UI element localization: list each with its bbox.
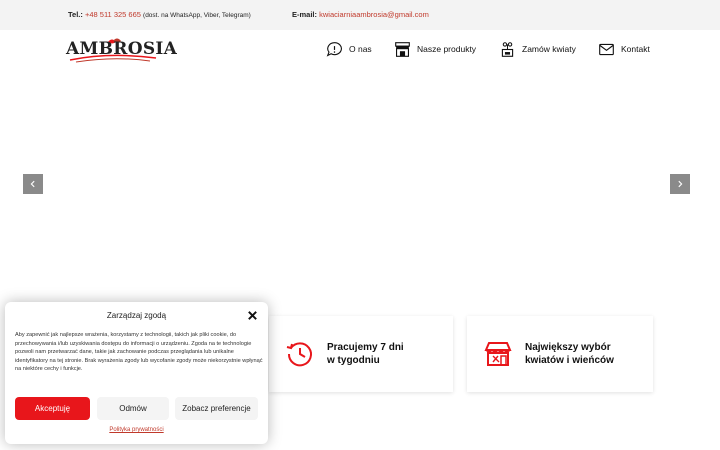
slider-prev-button[interactable] — [23, 174, 43, 194]
deny-button[interactable]: Odmów — [97, 397, 169, 420]
feature-line2: w tygodniu — [327, 355, 380, 366]
chevron-right-icon — [676, 180, 684, 188]
hero-slider — [0, 70, 720, 310]
envelope-icon — [598, 41, 615, 58]
store-icon — [483, 339, 513, 369]
phone-label: Tel.: — [68, 10, 83, 19]
logo-text: AMBROSIA — [66, 39, 178, 59]
shop-icon — [394, 41, 411, 58]
nav-label-o-nas: O nas — [349, 44, 372, 54]
top-contact-bar — [0, 0, 720, 30]
flower-pot-icon — [499, 41, 516, 58]
slider-next-button[interactable] — [670, 174, 690, 194]
cookie-consent-dialog — [5, 302, 268, 444]
feature-text-open-7-days — [327, 341, 404, 367]
feature-box-open-7-days — [269, 316, 453, 392]
nav-label-nasze-produkty: Nasze produkty — [417, 44, 477, 54]
phone-info — [68, 10, 251, 19]
feature-line1: Największy wybór — [525, 342, 611, 353]
consent-title: Zarządzaj zgodą — [106, 311, 167, 320]
feature-line2: kwiatów i wieńców — [525, 355, 614, 366]
feature-text-largest-selection — [525, 341, 614, 367]
consent-body-text: Aby zapewnić jak najlepsze wrażenia, korzystamy z technologii, takich jak pliki cookie, do przechowywania i/lub uzyskiwania dostępu do informacji o urządzeniu. Zgoda na te technologie pozwoli nam przetwarzać dane, takie jak zachowanie podczas przeglądania lub unikalne identyfikatory na tej stronie. Brak wyrażenia zgody lub wycofanie zgody może niekorzystnie wpłynąć na niektóre cechy i funkcje. — [15, 332, 263, 373]
phone-link[interactable]: +48 511 325 665 — [84, 10, 141, 19]
email-info — [292, 10, 429, 19]
nav-item-o-nas[interactable] — [326, 40, 372, 58]
site-logo[interactable] — [66, 37, 178, 65]
clock-refresh-icon — [285, 339, 315, 369]
privacy-policy-link[interactable]: Polityka prywatności — [109, 427, 164, 433]
phone-note: (dost. na WhatsApp, Viber, Telegram) — [143, 12, 251, 19]
speech-bubble-icon — [326, 41, 343, 58]
nav-label-kontakt: Kontakt — [621, 44, 650, 54]
chevron-left-icon — [29, 180, 37, 188]
nav-item-kontakt[interactable] — [598, 40, 650, 58]
accept-button[interactable]: Akceptuję — [15, 397, 90, 420]
close-icon[interactable] — [247, 310, 258, 321]
email-link[interactable]: kwiaciarniaambrosia@gmail.com — [319, 10, 429, 19]
nav-item-zamow-kwiaty[interactable] — [499, 40, 576, 58]
preferences-button[interactable]: Zobacz preferencje — [175, 397, 258, 420]
nav-item-nasze-produkty[interactable] — [394, 40, 476, 58]
email-label: E-mail: — [292, 10, 318, 19]
feature-box-largest-selection — [467, 316, 653, 392]
nav-label-zamow-kwiaty: Zamów kwiaty — [522, 44, 576, 54]
feature-line1: Pracujemy 7 dni — [327, 342, 404, 353]
